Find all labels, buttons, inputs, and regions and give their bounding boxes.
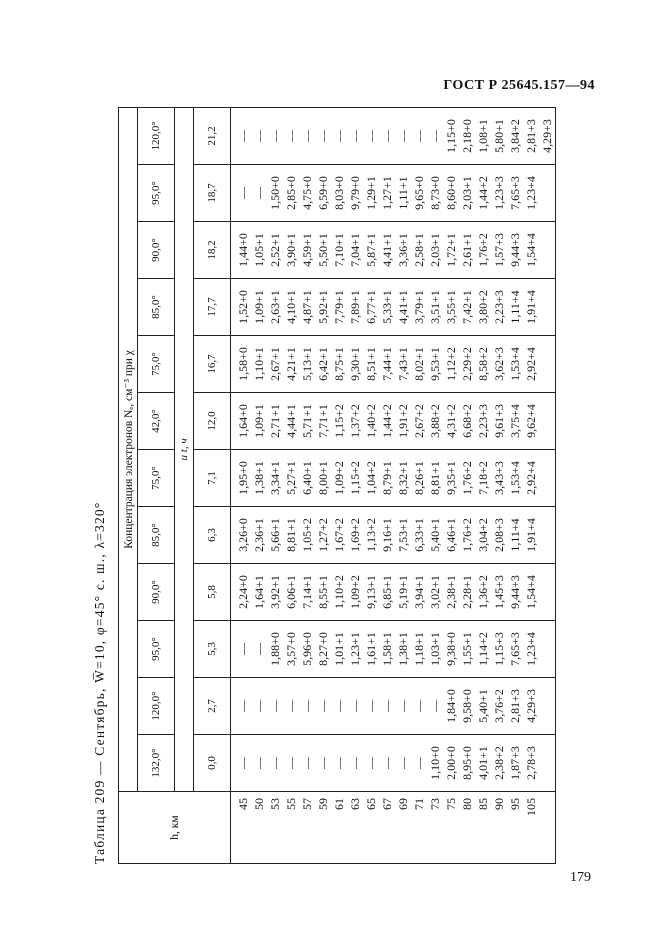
concentration-value: 1,44+2 (476, 176, 490, 210)
concentration-value: 4,29+3 (540, 119, 554, 153)
standard-header: ГОСТ Р 25645.157—94 (443, 78, 595, 93)
concentration-value: 4,29+3 (524, 689, 538, 723)
concentration-value: 1,18+1 (412, 632, 426, 666)
concentration-value: 1,12+2 (444, 347, 458, 381)
concentration-value: — (252, 129, 266, 142)
time-header-cell: 6,3 (194, 507, 231, 564)
concentration-value: — (236, 643, 250, 655)
page-number: 179 (570, 870, 591, 885)
concentration-value: 6,68+2 (460, 404, 474, 438)
concentration-value: 8,81+1 (284, 518, 298, 552)
concentration-value: 2,23+3 (492, 290, 506, 324)
concentration-value: 3,94+1 (412, 575, 426, 609)
concentration-value: 7,42+1 (460, 290, 474, 324)
time-header-cell: 18,2 (194, 222, 231, 279)
concentration-value: 4,75+0 (300, 176, 314, 210)
concentration-value: 1,64+1 (252, 575, 266, 609)
time-header-cell: 21,2 (194, 107, 231, 164)
time-header-cell: 16,7 (194, 336, 231, 393)
concentration-value: 2,61+1 (460, 233, 474, 267)
concentration-value: 5,13+1 (300, 347, 314, 381)
concentration-column (231, 450, 556, 507)
concentration-column (231, 165, 556, 222)
time-header-cell: 12,0 (194, 393, 231, 450)
concentration-value: 4,01+1 (476, 746, 490, 780)
concentration-value: 5,33+1 (380, 290, 394, 324)
chi-header-cell: 85,0° (138, 279, 175, 336)
time-header: и t, ч (175, 107, 194, 791)
height-value: 95 (508, 798, 522, 810)
concentration-column (231, 222, 556, 279)
concentration-value: 1,84+0 (444, 689, 458, 723)
concentration-value: 1,38+1 (252, 461, 266, 495)
height-value: 55 (284, 798, 298, 810)
concentration-value: 1,27+2 (316, 518, 330, 552)
height-value: 73 (428, 798, 442, 810)
height-value: 45 (236, 798, 250, 810)
concentration-value: 1,15+2 (348, 461, 362, 495)
chi-header-cell: 95,0° (138, 621, 175, 678)
concentration-value: 9,53+1 (428, 347, 442, 381)
concentration-value: 4,59+1 (300, 233, 314, 267)
concentration-value: — (252, 700, 266, 712)
concentration-value: 2,78+3 (524, 746, 538, 780)
concentration-value: — (300, 700, 314, 712)
concentration-value: 9,65+0 (412, 176, 426, 210)
concentration-value: 9,44+3 (508, 575, 522, 609)
concentration-value: 1,76+2 (460, 461, 474, 495)
concentration-value: 6,85+1 (380, 575, 394, 609)
height-value: 71 (412, 798, 426, 810)
concentration-value: 6,42+1 (316, 347, 330, 381)
concentration-value: 6,59+0 (316, 176, 330, 210)
concentration-value: 3,75+4 (508, 404, 522, 438)
concentration-value: 1,58+0 (236, 347, 250, 381)
concentration-value: 1,54+4 (524, 233, 538, 267)
concentration-value: 4,44+1 (284, 404, 298, 438)
concentration-value: — (332, 757, 346, 769)
concentration-value: 1,40+2 (364, 404, 378, 438)
concentration-value: 8,00+1 (316, 461, 330, 495)
concentration-value: 1,91+2 (396, 404, 410, 438)
concentration-value: 1,10+1 (252, 347, 266, 381)
concentration-value: 5,40+1 (428, 518, 442, 552)
concentration-value: 8,03+0 (332, 176, 346, 210)
height-value: 80 (460, 798, 474, 810)
concentration-value: 1,52+0 (236, 290, 250, 324)
concentration-value: 7,18+2 (476, 461, 490, 495)
concentration-value: 4,87+1 (300, 290, 314, 324)
concentration-value: 8,02+1 (412, 347, 426, 381)
concentration-value: — (316, 700, 330, 712)
concentration-value: 9,61+3 (492, 404, 506, 438)
concentration-value: 1,57+3 (492, 233, 506, 267)
concentration-value: 7,14+1 (300, 575, 314, 609)
concentration-column (231, 735, 556, 792)
concentration-value: 1,95+0 (236, 461, 250, 495)
concentration-value: 1,11+4 (508, 290, 522, 324)
concentration-value: — (332, 129, 346, 142)
concentration-value: — (316, 129, 330, 142)
chi-header-cell: 120,0° (138, 107, 175, 164)
concentration-value: — (348, 129, 362, 142)
concentration-value: — (316, 757, 330, 769)
concentration-value: — (412, 700, 426, 712)
concentration-value: 1,29+1 (364, 176, 378, 210)
concentration-column (231, 107, 556, 164)
height-header: h, км (119, 792, 231, 864)
concentration-value: — (380, 129, 394, 142)
concentration-value: — (300, 129, 314, 142)
height-value: 67 (380, 798, 394, 810)
height-value: 50 (252, 798, 266, 810)
height-value: 63 (348, 798, 362, 810)
concentration-value: — (348, 757, 362, 769)
concentration-value: — (236, 187, 250, 199)
concentration-column (231, 678, 556, 735)
concentration-value: 9,62+4 (524, 404, 538, 438)
concentration-value: 1,50+0 (268, 176, 282, 210)
concentration-value: 3,04+2 (476, 518, 490, 552)
concentration-value: 1,15+3 (492, 632, 506, 666)
concentration-value: 8,79+1 (380, 461, 394, 495)
concentration-column (231, 336, 556, 393)
chi-header-cell: 90,0° (138, 222, 175, 279)
time-values-row (194, 107, 231, 863)
concentration-value: — (428, 129, 442, 142)
chi-header-cell: 42,0° (138, 393, 175, 450)
chi-header-cell: 75,0° (138, 336, 175, 393)
concentration-value: 8,58+2 (476, 347, 490, 381)
concentration-value: 1,10+2 (332, 575, 346, 609)
concentration-value: 1,72+1 (444, 233, 458, 267)
concentration-value: 1,36+2 (476, 575, 490, 609)
concentration-value: 2,28+1 (460, 575, 474, 609)
concentration-value: 5,96+0 (300, 632, 314, 666)
concentration-value: 1,15+0 (444, 119, 458, 153)
concentration-value: 4,31+2 (444, 404, 458, 438)
concentration-value: — (284, 700, 298, 712)
concentration-value: 2,81+3 (508, 689, 522, 723)
time-header-cell: 17,7 (194, 279, 231, 336)
concentration-value: 1,09+2 (348, 575, 362, 609)
concentration-value: 3,43+3 (492, 461, 506, 495)
concentration-value: 1,44+0 (236, 233, 250, 267)
concentration-value: 1,61+1 (364, 632, 378, 666)
height-value: 105 (524, 798, 538, 816)
concentration-value: — (268, 129, 282, 142)
concentration-value: 3,84+2 (508, 119, 522, 153)
chi-header-row (138, 107, 175, 863)
concentration-value: 2,36+1 (252, 518, 266, 552)
concentration-value: 2,00+0 (444, 746, 458, 780)
concentration-value: 2,18+0 (460, 119, 474, 153)
height-value: 61 (332, 798, 346, 810)
concentration-value: 5,87+1 (364, 233, 378, 267)
chi-header-cell: 120,0° (138, 678, 175, 735)
concentration-value: 1,11+1 (396, 176, 410, 210)
time-header-cell: 5,8 (194, 564, 231, 621)
concentration-value: 1,76+2 (460, 518, 474, 552)
concentration-value: 6,40+1 (300, 461, 314, 495)
chi-header-cell: 85,0° (138, 507, 175, 564)
concentration-value: 2,38+2 (492, 746, 506, 780)
concentration-value: 2,03+1 (428, 233, 442, 267)
concentration-value: 2,67+1 (268, 347, 282, 381)
concentration-value: 7,89+1 (348, 290, 362, 324)
concentration-value: — (412, 757, 426, 769)
concentration-value: 1,03+1 (428, 632, 442, 666)
concentration-value: 1,23+4 (524, 632, 538, 666)
concentration-value: 1,08+1 (476, 119, 490, 153)
concentration-column (231, 564, 556, 621)
electron-concentration-table (118, 107, 556, 864)
concentration-value: — (380, 757, 394, 769)
concentration-value: 2,29+2 (460, 347, 474, 381)
concentration-value: 9,44+3 (508, 233, 522, 267)
concentration-value: — (380, 700, 394, 712)
concentration-value: 8,51+1 (364, 347, 378, 381)
concentration-value: 1,91+4 (524, 518, 538, 552)
concentration-value: 8,55+1 (316, 575, 330, 609)
concentration-value: 7,53+1 (396, 518, 410, 552)
concentration-value: 1,58+1 (380, 632, 394, 666)
concentration-value: — (364, 700, 378, 712)
concentration-value: 2,92+4 (524, 347, 538, 381)
time-header-cell: 5,3 (194, 621, 231, 678)
concentration-value: 8,95+0 (460, 746, 474, 780)
concentration-value: 2,92+4 (524, 461, 538, 495)
concentration-value: — (396, 700, 410, 712)
concentration-value: 3,55+1 (444, 290, 458, 324)
concentration-value: — (412, 129, 426, 142)
concentration-value: 7,10+1 (332, 233, 346, 267)
concentration-value: 1,55+1 (460, 632, 474, 666)
concentration-value: 6,33+1 (412, 518, 426, 552)
time-header-cell: 7,1 (194, 450, 231, 507)
concentration-value: 4,21+1 (284, 347, 298, 381)
concentration-value: 1,91+4 (524, 290, 538, 324)
concentration-value: 1,04+2 (364, 461, 378, 495)
concentration-value: 1,67+2 (332, 518, 346, 552)
concentration-value: — (236, 129, 250, 142)
concentration-value: 1,64+0 (236, 404, 250, 438)
concentration-value: 3,51+1 (428, 290, 442, 324)
data-row (231, 107, 556, 863)
concentration-value: 5,92+1 (316, 290, 330, 324)
concentration-value: 1,87+3 (508, 746, 522, 780)
concentration-value: 5,71+1 (300, 404, 314, 438)
concentration-value: 9,38+0 (444, 632, 458, 666)
concentration-value: 6,06+1 (284, 575, 298, 609)
concentration-value: 9,35+1 (444, 461, 458, 495)
concentration-value: 1,13+2 (364, 518, 378, 552)
concentration-value: 2,67+2 (412, 404, 426, 438)
concentration-column (231, 507, 556, 564)
concentration-value: — (284, 129, 298, 142)
concentration-value: 1,09+1 (252, 404, 266, 438)
chi-header-cell: 90,0° (138, 564, 175, 621)
concentration-value: 2,38+1 (444, 575, 458, 609)
concentration-value: 3,02+1 (428, 575, 442, 609)
concentration-value: 3,92+1 (268, 575, 282, 609)
concentration-value: 1,23+3 (492, 176, 506, 210)
concentration-value: — (364, 129, 378, 142)
chi-header-cell: 132,0° (138, 735, 175, 792)
concentration-value: 7,04+1 (348, 233, 362, 267)
concentration-value: — (300, 757, 314, 769)
concentration-value: 8,75+1 (332, 347, 346, 381)
concentration-value: 2,81+3 (524, 119, 538, 153)
height-value: 90 (492, 798, 506, 810)
concentration-value: 2,58+1 (412, 233, 426, 267)
concentration-value: 3,76+2 (492, 689, 506, 723)
concentration-value: 1,05+2 (300, 518, 314, 552)
concentration-value: 3,79+1 (412, 290, 426, 324)
concentration-value: — (268, 700, 282, 712)
concentration-value: 3,57+0 (284, 632, 298, 666)
concentration-value: 1,09+1 (252, 290, 266, 324)
concentration-value: 9,58+0 (460, 689, 474, 723)
concentration-value: — (252, 757, 266, 769)
concentration-value: 1,38+1 (396, 632, 410, 666)
concentration-value: — (332, 700, 346, 712)
concentration-value: 8,26+1 (412, 461, 426, 495)
concentration-value: 1,23+1 (348, 632, 362, 666)
concentration-value: 8,60+0 (444, 176, 458, 210)
concentration-value: 1,01+1 (332, 632, 346, 666)
concentration-value: — (396, 757, 410, 769)
concentration-column (231, 279, 556, 336)
concentration-value: 1,88+0 (268, 632, 282, 666)
concentration-value: 9,13+1 (364, 575, 378, 609)
concentration-value: 3,80+2 (476, 290, 490, 324)
concentration-value: 7,79+1 (332, 290, 346, 324)
concentration-value: 7,43+1 (396, 347, 410, 381)
concentration-value: — (252, 643, 266, 655)
concentration-value: 1,44+2 (380, 404, 394, 438)
time-header-cell: 18,7 (194, 165, 231, 222)
concentration-value: 1,14+2 (476, 632, 490, 666)
concentration-value: 1,23+4 (524, 176, 538, 210)
concentration-value: 1,15+2 (332, 404, 346, 438)
rotated-table-block (92, 108, 554, 864)
concentration-value: 3,36+1 (396, 233, 410, 267)
concentration-value: 6,77+1 (364, 290, 378, 324)
concentration-value: — (364, 757, 378, 769)
table-caption: Таблица 209 — Сентябрь, W̅=10, φ=45° с. ш., λ=320° (92, 501, 107, 864)
concentration-value: 7,65+3 (508, 176, 522, 210)
concentration-value: 5,50+1 (316, 233, 330, 267)
height-value: 69 (396, 798, 410, 810)
concentration-value: 3,90+1 (284, 233, 298, 267)
time-header-cell: 2,7 (194, 678, 231, 735)
concentration-value: 8,81+1 (428, 461, 442, 495)
concentration-value: 9,16+1 (380, 518, 394, 552)
concentration-value: 1,37+2 (348, 404, 362, 438)
concentration-value: 2,52+1 (268, 233, 282, 267)
concentration-value: — (348, 700, 362, 712)
height-value: 75 (444, 798, 458, 810)
concentration-value: — (236, 700, 250, 712)
height-value: 65 (364, 798, 378, 810)
concentration-value: 5,40+1 (476, 689, 490, 723)
height-value: 57 (300, 798, 314, 810)
concentration-column (231, 621, 556, 678)
concentration-value: 2,85+0 (284, 176, 298, 210)
height-value: 53 (268, 798, 282, 810)
height-value: 85 (476, 798, 490, 810)
concentration-value: 7,71+1 (316, 404, 330, 438)
concentration-value: 3,34+1 (268, 461, 282, 495)
concentration-value: 9,30+1 (348, 347, 362, 381)
concentration-value: 3,62+3 (492, 347, 506, 381)
concentration-value: 1,53+4 (508, 461, 522, 495)
time-header-cell: 0,0 (194, 735, 231, 792)
concentration-value: 5,19+1 (396, 575, 410, 609)
concentration-value: 3,26+0 (236, 518, 250, 552)
concentration-value: 7,44+1 (380, 347, 394, 381)
concentration-column (231, 393, 556, 450)
concentration-value: 2,08+3 (492, 518, 506, 552)
concentration-value: 1,53+4 (508, 347, 522, 381)
concentration-value: 2,63+1 (268, 290, 282, 324)
concentration-value: 1,27+1 (380, 176, 394, 210)
concentration-value: 2,71+1 (268, 404, 282, 438)
concentration-value: 6,46+1 (444, 518, 458, 552)
concentration-value: 9,79+0 (348, 176, 362, 210)
height-value: 59 (316, 798, 330, 810)
concentration-value: — (252, 187, 266, 199)
concentration-value: 1,69+2 (348, 518, 362, 552)
group-header: Концентрация электронов Nₑ, см⁻³ при χ (119, 107, 138, 791)
concentration-value: 1,76+2 (476, 233, 490, 267)
concentration-value: — (428, 700, 442, 712)
concentration-value: — (268, 757, 282, 769)
concentration-value: 4,41+1 (396, 290, 410, 324)
concentration-value: 8,73+0 (428, 176, 442, 210)
concentration-value: 1,54+4 (524, 575, 538, 609)
concentration-value: 8,32+1 (396, 461, 410, 495)
heights-cell (231, 792, 556, 864)
chi-header-cell: 75,0° (138, 450, 175, 507)
concentration-value: 1,11+4 (508, 518, 522, 552)
concentration-value: 1,09+2 (332, 461, 346, 495)
concentration-value: 5,80+1 (492, 119, 506, 153)
concentration-value: 5,66+1 (268, 518, 282, 552)
concentration-value: 1,05+1 (252, 233, 266, 267)
concentration-value: — (396, 129, 410, 142)
concentration-value: 1,45+3 (492, 575, 506, 609)
chi-header-cell: 95,0° (138, 165, 175, 222)
concentration-value: 4,41+1 (380, 233, 394, 267)
concentration-value: 7,65+3 (508, 632, 522, 666)
concentration-value: — (236, 757, 250, 769)
concentration-value: 2,24+0 (236, 575, 250, 609)
concentration-value: 2,23+3 (476, 404, 490, 438)
concentration-value: 3,88+2 (428, 404, 442, 438)
concentration-value: 4,10+1 (284, 290, 298, 324)
concentration-value: 8,27+0 (316, 632, 330, 666)
concentration-value: 2,03+1 (460, 176, 474, 210)
concentration-value: 5,27+1 (284, 461, 298, 495)
concentration-value: — (284, 757, 298, 769)
concentration-value: 1,10+0 (428, 746, 442, 780)
